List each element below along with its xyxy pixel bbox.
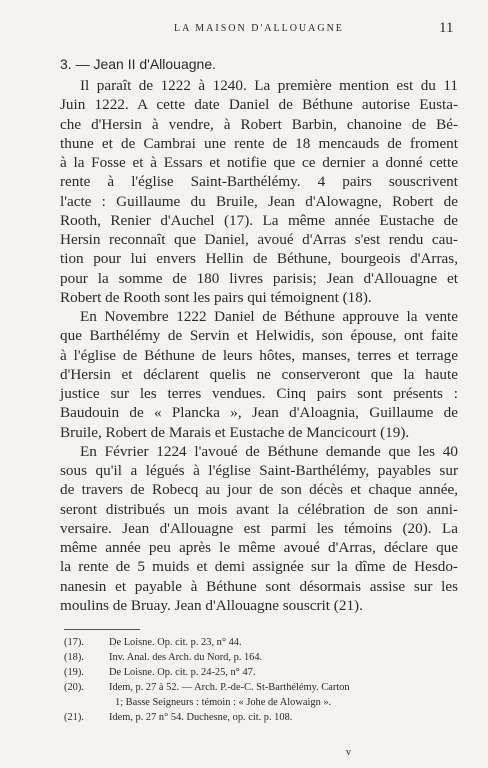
text-line: Bruile, Robert de Marais et Eustache de Mancicourt (19). bbox=[60, 423, 410, 441]
text-line: rente à l'église Saint-Barthélémy. 4 pairs souscrivent bbox=[60, 173, 458, 191]
footnote bbox=[64, 665, 444, 680]
text-line: de travers de Robecq au jour de son décès et chaque année, bbox=[60, 481, 458, 499]
text-line: l'acte : Guillaume du Bruile, Jean d'Alowagne, Robert de bbox=[60, 192, 458, 210]
text-line: même année peu après le même avoué d'Arras, déclare que bbox=[60, 539, 458, 556]
footnote-text: Idem, p. 27 n° 54. Duchesne, op. cit. p. 108. bbox=[109, 712, 293, 723]
footnote-text: De Loisne. Op. cit. p. 23, n° 44. bbox=[109, 637, 242, 648]
footnote bbox=[64, 710, 444, 725]
text-line: versaire. Jean d'Allouagne est parmi les témoins (20). La bbox=[60, 519, 458, 537]
text-line: tion pour lui envers Hellin de Béthune, bourgeois d'Arras, bbox=[60, 250, 458, 268]
footnote-text: 1; Basse Seigneurs : témoin : « Johe de Alowaign ». bbox=[115, 697, 332, 708]
text-line: à l'église de Béthune de leurs hôtes, manses, terres et terrage bbox=[60, 346, 458, 364]
text-line: d'Hersin et déclarent quelis ne conserveront que la haute bbox=[60, 365, 458, 383]
text-line: che d'Hersin à vendre, à Robert Barbin, chanoine de Bé- bbox=[60, 115, 458, 133]
page-mark: v bbox=[346, 747, 351, 758]
text-line: justice sur les terres vendues. Cinq pairs sont présents : bbox=[60, 385, 458, 402]
text-line: thune et de Cambrai une rente de 18 mencauds de froment bbox=[60, 134, 458, 152]
footnote-number: (17). bbox=[64, 637, 84, 648]
text-line: Robert de Rooth sont les pairs qui témoignent (18). bbox=[60, 288, 372, 306]
footnote bbox=[64, 695, 444, 710]
body-text bbox=[60, 76, 458, 615]
text-line: Juin 1222. A cette date Daniel de Béthune autorise Eusta- bbox=[60, 96, 458, 114]
footnote-text: Inv. Anal. des Arch. du Nord, p. 164. bbox=[109, 652, 263, 663]
footnote bbox=[64, 635, 444, 650]
paragraph bbox=[60, 307, 458, 442]
text-line: sous qu'il a légués à l'église Saint-Barthélémy, payables sur bbox=[60, 462, 458, 479]
footnotes bbox=[64, 635, 444, 725]
text-line: Hersin reconnaît que Daniel, avoué d'Arras s'est rendu cau- bbox=[60, 231, 458, 248]
text-line: Il paraît de 1222 à 1240. La première mention est du 11 bbox=[80, 77, 458, 94]
text-line: pour la somme de 180 livres parisis; Jean d'Allouagne et bbox=[60, 269, 458, 287]
text-line: moulins de Bruay. Jean d'Allouagne souscrit (21). bbox=[60, 596, 363, 614]
text-line: nanesin et payable à Béthune sont désormais assise sur les bbox=[60, 577, 458, 595]
running-head-title: LA MAISON D'ALLOUAGNE bbox=[174, 23, 344, 34]
footnote-number: (20). bbox=[64, 682, 84, 693]
text-line: que Barthélémy de Servin et Helwidis, son épouse, ont faite bbox=[60, 327, 458, 345]
footnote bbox=[64, 650, 444, 665]
paragraph bbox=[60, 76, 458, 307]
footnote bbox=[64, 680, 444, 695]
footnote-number: (21). bbox=[64, 712, 84, 723]
text-line: Rooth, Renier d'Auchel (17). La même année Eustache de bbox=[60, 211, 458, 229]
text-line: En Novembre 1222 Daniel de Béthune approuve la vente bbox=[80, 308, 458, 325]
footnote-text: Idem, p. 27 à 52. — Arch. P.-de-C. St-Barthélémy. Carton bbox=[109, 682, 350, 693]
paragraph bbox=[60, 442, 458, 615]
page-number: 11 bbox=[439, 20, 454, 36]
text-line: Baudouin de « Plancka », Jean d'Aloagnia, Guillaume de bbox=[60, 404, 458, 422]
footnote-text: De Loisne. Op. cit. p. 24-25, n° 47. bbox=[109, 667, 256, 678]
running-head bbox=[0, 20, 488, 40]
text-line: seront distribués un mois avant la célébration de son anni- bbox=[60, 500, 458, 518]
text-line: En Février 1224 l'avoué de Béthune demande que les 40 bbox=[80, 442, 458, 460]
text-line: la rente de 5 muids et demi assignée sur la dîme de Hesdo- bbox=[60, 558, 458, 576]
section-heading: 3. — Jean II d'Allouagne. bbox=[60, 56, 216, 72]
footnote-number: (19). bbox=[64, 667, 84, 678]
footnote-rule bbox=[64, 629, 140, 630]
footnote-number: (18). bbox=[64, 652, 84, 663]
text-line: à la Fosse et à Essars et notifie que ce dernier a donné cette bbox=[60, 154, 458, 171]
